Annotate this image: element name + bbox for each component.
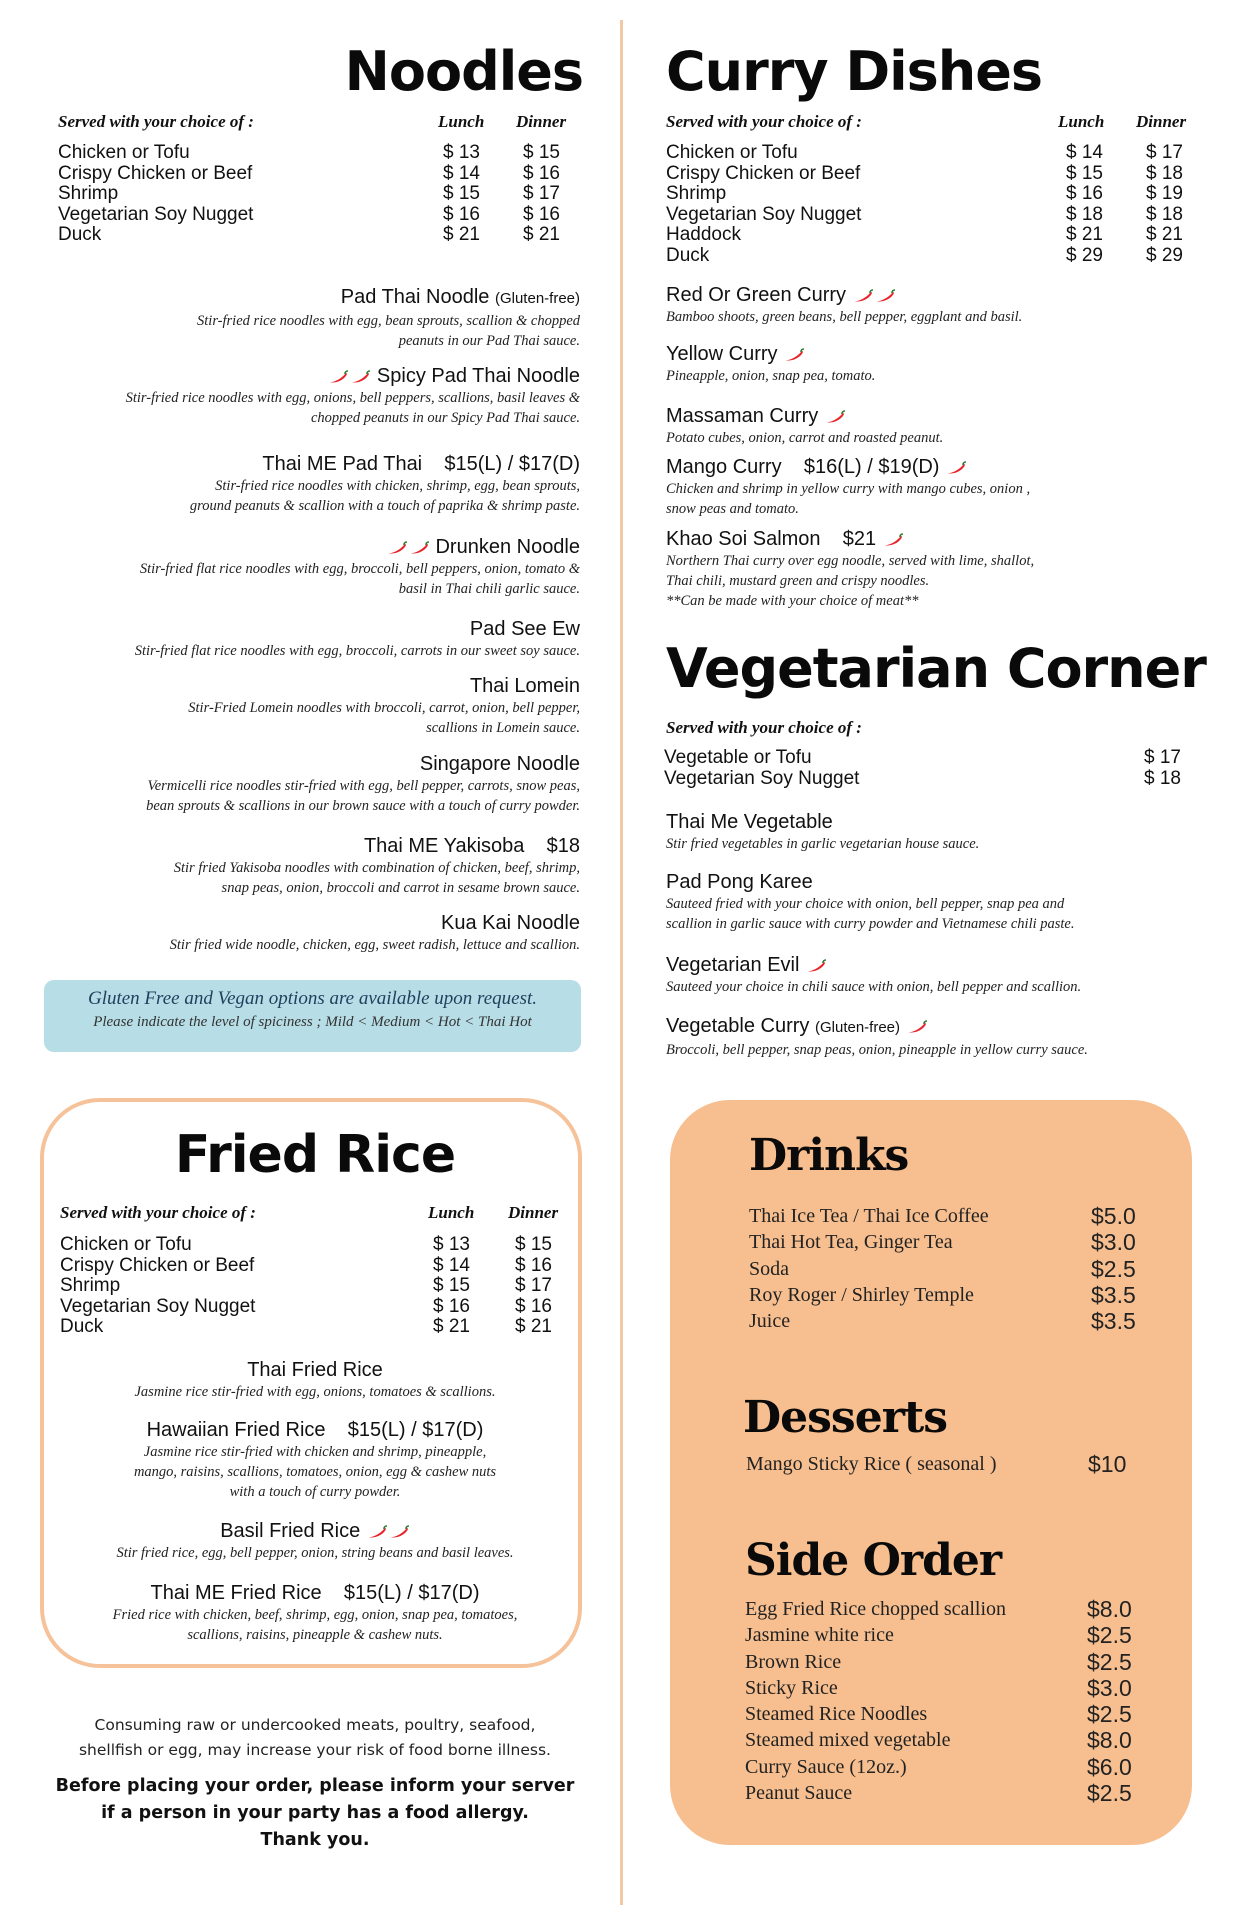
list-item — [749, 1229, 1169, 1255]
item-name: Vegetable Curry — [666, 1015, 810, 1037]
dinner-price: $ 17 — [523, 183, 560, 204]
lunch-price: $ 14 — [433, 1254, 470, 1276]
item-description: Stir-fried flat rice noodles with egg, broccoli, carrots in our sweet soy sauce. — [134, 643, 580, 659]
item-description: peanuts in our Pad Thai sauce. — [398, 333, 580, 349]
noodles-dinner-header: Dinner — [516, 112, 567, 131]
price-row — [666, 143, 1206, 164]
dinner-price: $ 16 — [515, 1295, 552, 1317]
dinner-price: $ 18 — [1146, 203, 1183, 225]
fried-rice-dinner-header: Dinner — [508, 1203, 559, 1222]
item-name: Vegetarian Evil — [666, 954, 800, 976]
menu-item — [30, 674, 580, 738]
item-name: Singapore Noodle — [419, 753, 580, 775]
chili-pepper-icon — [408, 541, 430, 555]
lunch-price: $ 21 — [433, 1316, 470, 1337]
chili-pepper-icon — [327, 370, 349, 384]
list-item — [745, 1622, 1165, 1648]
lunch-price: $ 13 — [433, 1234, 470, 1255]
dinner-price: $ 19 — [1146, 183, 1183, 204]
dinner-price: $ 21 — [1146, 224, 1183, 245]
item-name: Pad See Ew — [469, 618, 580, 640]
chili-pepper-icon — [874, 289, 896, 303]
noodles-price-table — [58, 143, 578, 246]
item-description: mango, raisins, scallions, tomatoes, onion, egg & cashew nuts — [133, 1464, 497, 1480]
dinner-price: $ 15 — [515, 1234, 552, 1255]
list-item — [745, 1649, 1165, 1675]
item-price: $18 — [546, 835, 580, 857]
vegetarian-price-table — [664, 748, 1204, 789]
chili-pepper-icon — [388, 1525, 410, 1539]
item-description: Sauteed fried with your choice with onion, bell pepper, snap pea and — [666, 896, 1065, 912]
price-row — [666, 205, 1206, 226]
protein-choice: Crispy Chicken or Beef — [58, 162, 253, 184]
list-item — [745, 1727, 1165, 1753]
curry-price-table — [666, 143, 1206, 266]
dinner-price: $ 16 — [515, 1254, 552, 1276]
lunch-price: $ 15 — [433, 1275, 470, 1296]
chili-pepper-icon — [349, 370, 371, 384]
item-description: Stir fried Yakisoba noodles with combination of chicken, beef, shrimp, — [173, 860, 580, 876]
item-description: Bamboo shoots, green beans, bell pepper, eggplant and basil. — [666, 309, 1023, 325]
curry-lunch-header: Lunch — [1058, 112, 1105, 131]
item-note: (Gluten-free) — [494, 290, 580, 307]
item-description: snap peas, onion, broccoli and carrot in sesame brown sauce. — [221, 880, 580, 896]
lunch-price: $ 21 — [443, 224, 480, 245]
menu-item — [666, 455, 1206, 519]
item-name: Red Or Green Curry — [666, 284, 847, 306]
item-name: Thai Me Vegetable — [666, 811, 833, 833]
fried-rice-price-table — [60, 1235, 570, 1338]
list-item — [745, 1754, 1165, 1780]
item-name: Khao Soi Salmon — [666, 528, 821, 550]
item-description: Stir fried vegetables in garlic vegetarian house sauce. — [666, 836, 980, 852]
item-name: Thai Ice Tea / Thai Ice Coffee — [749, 1205, 989, 1227]
item-name: Thai Lomein — [469, 675, 580, 697]
item-name: Soda — [749, 1257, 789, 1280]
item-name: Spicy Pad Thai Noodle — [376, 365, 580, 387]
item-price: $6.0 — [1087, 1753, 1132, 1780]
protein-choice: Crispy Chicken or Beef — [666, 162, 861, 184]
list-item — [749, 1203, 1169, 1229]
lunch-price: $ 16 — [443, 203, 480, 225]
protein-choice: Chicken or Tofu — [666, 142, 798, 163]
protein-choice: Chicken or Tofu — [58, 142, 190, 163]
price-row — [666, 225, 1206, 246]
curry-served-label: Served with your choice of : — [666, 112, 862, 131]
item-name: Thai Hot Tea, Ginger Tea — [749, 1231, 953, 1254]
item-name: Pad Thai Noodle — [340, 286, 490, 308]
item-price: $8.0 — [1087, 1727, 1132, 1754]
item-description: Vermicelli rice noodles stir-fried with egg, bell pepper, carrots, snow peas, — [147, 778, 580, 794]
menu-item — [40, 1581, 590, 1645]
item-name: Kua Kai Noodle — [441, 912, 580, 934]
notice-line: if a person in your party has a food allergy. — [101, 1803, 529, 1823]
price-row — [60, 1256, 570, 1277]
price-row — [666, 164, 1206, 185]
lunch-price: $ 14 — [443, 162, 480, 184]
column-divider — [620, 20, 623, 1905]
price-row — [58, 225, 578, 246]
desserts-title: Desserts — [743, 1392, 947, 1443]
item-description: with a touch of curry powder. — [229, 1484, 401, 1500]
dinner-price: $ 21 — [515, 1316, 552, 1337]
menu-item — [40, 1418, 590, 1502]
dinner-price: $ 17 — [515, 1275, 552, 1296]
item-price: $3.0 — [1087, 1674, 1132, 1701]
fried-rice-lunch-header: Lunch — [428, 1203, 475, 1222]
item-description: Stir-fried rice noodles with egg, bean sprouts, scallion & chopped — [197, 313, 580, 329]
item-price: $2.5 — [1087, 1648, 1132, 1675]
price-row — [58, 205, 578, 226]
chili-pepper-icon — [824, 410, 846, 424]
item-name: Hawaiian Fried Rice — [146, 1419, 326, 1441]
menu-item — [30, 752, 580, 816]
menu-item — [666, 527, 1206, 611]
item-price: $5.0 — [1091, 1203, 1136, 1229]
item-name: Thai Fried Rice — [247, 1359, 383, 1381]
curry-dinner-header: Dinner — [1136, 112, 1187, 131]
menu-item — [666, 953, 1206, 997]
item-description: bean sprouts & scallions in our brown sauce with a touch of curry powder. — [146, 798, 580, 814]
item-description: Stir fried rice, egg, bell pepper, onion, string beans and basil leaves. — [116, 1545, 514, 1561]
item-name: Yellow Curry — [666, 343, 778, 365]
protein-choice: Shrimp — [666, 183, 727, 204]
item-description: Stir-Fried Lomein noodles with broccoli, carrot, onion, bell pepper, — [188, 700, 580, 716]
menu-item — [30, 285, 580, 351]
notice-line: Consuming raw or undercooked meats, poultry, seafood, — [94, 1716, 536, 1734]
item-price: $15(L) / $17(D) — [444, 453, 580, 475]
item-description: scallions in Lomein sauce. — [426, 720, 580, 736]
fried-rice-served-label: Served with your choice of : — [60, 1203, 256, 1222]
chili-pepper-icon — [906, 1020, 928, 1034]
dinner-price: $ 21 — [523, 224, 560, 245]
menu-item — [666, 1014, 1206, 1060]
lunch-price: $ 18 — [1066, 203, 1103, 225]
lunch-price: $ 16 — [1066, 183, 1103, 204]
item-description: ground peanuts & scallion with a touch of paprika & shrimp paste. — [189, 498, 580, 514]
drinks-title: Drinks — [749, 1130, 909, 1181]
menu-item — [30, 535, 580, 599]
dinner-price: $ 18 — [1146, 162, 1183, 184]
vegetarian-served-label: Served with your choice of : — [666, 718, 862, 737]
protein-choice: Shrimp — [58, 183, 119, 204]
chili-pepper-icon — [386, 541, 408, 555]
list-item — [745, 1780, 1165, 1806]
price-row — [664, 769, 1204, 790]
menu-item — [40, 1358, 590, 1402]
item-description: Sauteed your choice in chili sauce with onion, bell pepper and scallion. — [666, 979, 1082, 995]
item-price: $21 — [842, 528, 877, 550]
chili-pepper-icon — [366, 1525, 388, 1539]
item-name: Sticky Rice — [745, 1676, 838, 1699]
menu-item — [30, 911, 580, 955]
menu-item — [666, 870, 1206, 934]
protein-choice: Duck — [666, 244, 710, 266]
lunch-price: $ 21 — [1066, 224, 1103, 245]
chili-pepper-icon — [805, 959, 827, 973]
item-price: $15(L) / $17(D) — [347, 1419, 484, 1441]
price: $ 17 — [1144, 747, 1181, 768]
item-description: snow peas and tomato. — [666, 501, 799, 517]
item-description: Stir-fried rice noodles with chicken, shrimp, egg, bean sprouts, — [215, 478, 580, 494]
chili-pepper-icon — [852, 289, 874, 303]
item-price: $2.5 — [1087, 1701, 1132, 1728]
menu-item — [30, 452, 580, 516]
gluten-free-notice — [44, 980, 581, 1052]
price-row — [666, 184, 1206, 205]
item-price: $2.5 — [1091, 1255, 1136, 1282]
vegetarian-title: Vegetarian Corner — [666, 637, 1206, 700]
item-price: $2.5 — [1087, 1780, 1132, 1807]
protein-choice: Vegetarian Soy Nugget — [664, 767, 860, 789]
lunch-price: $ 14 — [1066, 142, 1103, 163]
item-description: Northern Thai curry over egg noodle, served with lime, shallot, — [666, 553, 1035, 569]
protein-choice: Crispy Chicken or Beef — [60, 1254, 255, 1276]
item-name: Thai ME Pad Thai — [262, 453, 423, 475]
menu-item — [30, 617, 580, 661]
item-description: scallions, raisins, pineapple & cashew nuts. — [187, 1627, 443, 1643]
lunch-price: $ 15 — [443, 183, 480, 204]
menu-item — [666, 283, 1206, 327]
protein-choice: Haddock — [666, 224, 741, 245]
price-row — [60, 1276, 570, 1297]
side-order-list — [745, 1596, 1165, 1806]
menu-item — [666, 342, 1206, 386]
protein-choice: Duck — [60, 1316, 104, 1337]
price-row — [58, 143, 578, 164]
item-name: Egg Fried Rice chopped scallion — [745, 1598, 1007, 1620]
menu-item — [666, 404, 1206, 448]
price-row — [60, 1297, 570, 1318]
item-name: Thai ME Yakisoba — [363, 835, 525, 857]
item-name: Mango Sticky Rice ( seasonal ) — [746, 1453, 997, 1475]
item-description: Jasmine rice stir-fried with egg, onions, tomatoes & scallions. — [134, 1384, 496, 1400]
list-item — [745, 1701, 1165, 1727]
desserts-list — [746, 1451, 1166, 1477]
item-name: Peanut Sauce — [745, 1782, 853, 1805]
lunch-price: $ 13 — [443, 142, 480, 163]
item-name: Roy Roger / Shirley Temple — [749, 1283, 974, 1306]
fried-rice-title: Fried Rice — [174, 1125, 456, 1185]
item-description: Stir-fried flat rice noodles with egg, broccoli, bell peppers, onion, tomato & — [139, 561, 580, 577]
item-price: $8.0 — [1087, 1596, 1132, 1622]
item-price: $15(L) / $17(D) — [343, 1582, 480, 1604]
item-note: (Gluten-free) — [814, 1019, 901, 1036]
item-price: $3.0 — [1091, 1229, 1136, 1256]
dinner-price: $ 17 — [1146, 142, 1183, 163]
item-description: Potato cubes, onion, carrot and roasted peanut. — [666, 430, 944, 446]
chili-pepper-icon — [783, 348, 805, 362]
gluten-free-line: Gluten Free and Vegan options are available upon request. — [87, 988, 538, 1009]
noodles-served-label: Served with your choice of : — [58, 112, 254, 131]
item-price: $3.5 — [1091, 1308, 1136, 1335]
item-description: Broccoli, bell pepper, snap peas, onion, pineapple in yellow curry sauce. — [666, 1042, 1088, 1058]
list-item — [745, 1675, 1165, 1701]
list-item — [749, 1282, 1169, 1308]
list-item — [749, 1308, 1169, 1334]
chili-pepper-icon — [882, 533, 904, 547]
item-description: Stir fried wide noodle, chicken, egg, sweet radish, lettuce and scallion. — [169, 937, 580, 953]
item-description: scallion in garlic sauce with curry powder and Vietnamese chili paste. — [666, 916, 1075, 932]
item-name: Mango Curry — [666, 456, 782, 478]
price-row — [58, 184, 578, 205]
item-name: Jasmine white rice — [745, 1624, 894, 1647]
notice-line: shellfish or egg, may increase your risk of food borne illness. — [78, 1741, 551, 1759]
dinner-price: $ 29 — [1146, 244, 1183, 266]
drinks-list — [749, 1203, 1169, 1334]
price-row — [666, 246, 1206, 267]
item-description: chopped peanuts in our Spicy Pad Thai sauce. — [310, 410, 580, 426]
list-item — [749, 1256, 1169, 1282]
item-price: $10 — [1088, 1451, 1127, 1477]
spiciness-line: Please indicate the level of spiciness ; Mild < Medium < Hot < Thai Hot — [93, 1014, 532, 1030]
item-name: Steamed mixed vegetable — [745, 1729, 951, 1752]
item-name: Basil Fried Rice — [220, 1520, 361, 1542]
item-description: Pineapple, onion, snap pea, tomato. — [666, 368, 876, 384]
menu-item — [30, 364, 580, 428]
notice-line: Before placing your order, please inform your server — [55, 1776, 575, 1796]
protein-choice: Vegetable or Tofu — [664, 747, 812, 768]
noodles-lunch-header: Lunch — [438, 112, 485, 131]
chili-pepper-icon — [945, 461, 967, 475]
item-name: Drunken Noodle — [435, 536, 580, 558]
item-price: $3.5 — [1091, 1281, 1136, 1308]
item-price: $16(L) / $19(D) — [803, 456, 940, 478]
health-notice — [40, 1713, 590, 1854]
list-item — [745, 1596, 1165, 1622]
lunch-price: $ 29 — [1066, 244, 1103, 266]
item-description: Stir-fried rice noodles with egg, onions, bell peppers, scallions, basil leaves & — [125, 390, 580, 406]
item-name: Pad Pong Karee — [666, 871, 813, 893]
item-name: Steamed Rice Noodles — [745, 1703, 928, 1726]
price: $ 18 — [1144, 767, 1181, 789]
protein-choice: Duck — [58, 224, 102, 245]
noodles-title: Noodles — [344, 40, 583, 103]
price-row — [58, 164, 578, 185]
item-name: Curry Sauce (12oz.) — [745, 1755, 907, 1778]
dinner-price: $ 15 — [523, 142, 560, 163]
item-description: Fried rice with chicken, beef, shrimp, egg, onion, snap pea, tomatoes, — [112, 1607, 518, 1623]
item-description: Thai chili, mustard green and crispy noodles. — [666, 573, 930, 589]
price-row — [60, 1317, 570, 1338]
lunch-price: $ 15 — [1066, 162, 1103, 184]
curry-title: Curry Dishes — [666, 40, 1043, 103]
protein-choice: Vegetarian Soy Nugget — [666, 203, 862, 225]
side-order-title: Side Order — [745, 1535, 1002, 1586]
price-row — [664, 748, 1204, 769]
item-description: Chicken and shrimp in yellow curry with mango cubes, onion , — [666, 481, 1031, 497]
item-description: Jasmine rice stir-fried with chicken and shrimp, pineapple, — [143, 1444, 487, 1460]
dinner-price: $ 16 — [523, 162, 560, 184]
protein-choice: Shrimp — [60, 1275, 121, 1296]
list-item — [746, 1451, 1166, 1477]
item-name: Brown Rice — [745, 1650, 842, 1673]
menu-item — [30, 834, 580, 898]
item-name: Thai ME Fried Rice — [150, 1582, 322, 1604]
item-name: Massaman Curry — [666, 405, 819, 427]
lunch-price: $ 16 — [433, 1295, 470, 1317]
protein-choice: Vegetarian Soy Nugget — [60, 1295, 256, 1317]
dinner-price: $ 16 — [523, 203, 560, 225]
menu-item — [40, 1519, 590, 1563]
item-price: $2.5 — [1087, 1622, 1132, 1649]
price-row — [60, 1235, 570, 1256]
item-description: **Can be made with your choice of meat** — [666, 593, 919, 609]
item-name: Juice — [749, 1310, 791, 1333]
notice-line: Thank you. — [260, 1830, 370, 1850]
item-description: basil in Thai chili garlic sauce. — [398, 581, 580, 597]
protein-choice: Vegetarian Soy Nugget — [58, 203, 254, 225]
protein-choice: Chicken or Tofu — [60, 1234, 192, 1255]
menu-item — [666, 810, 1206, 854]
